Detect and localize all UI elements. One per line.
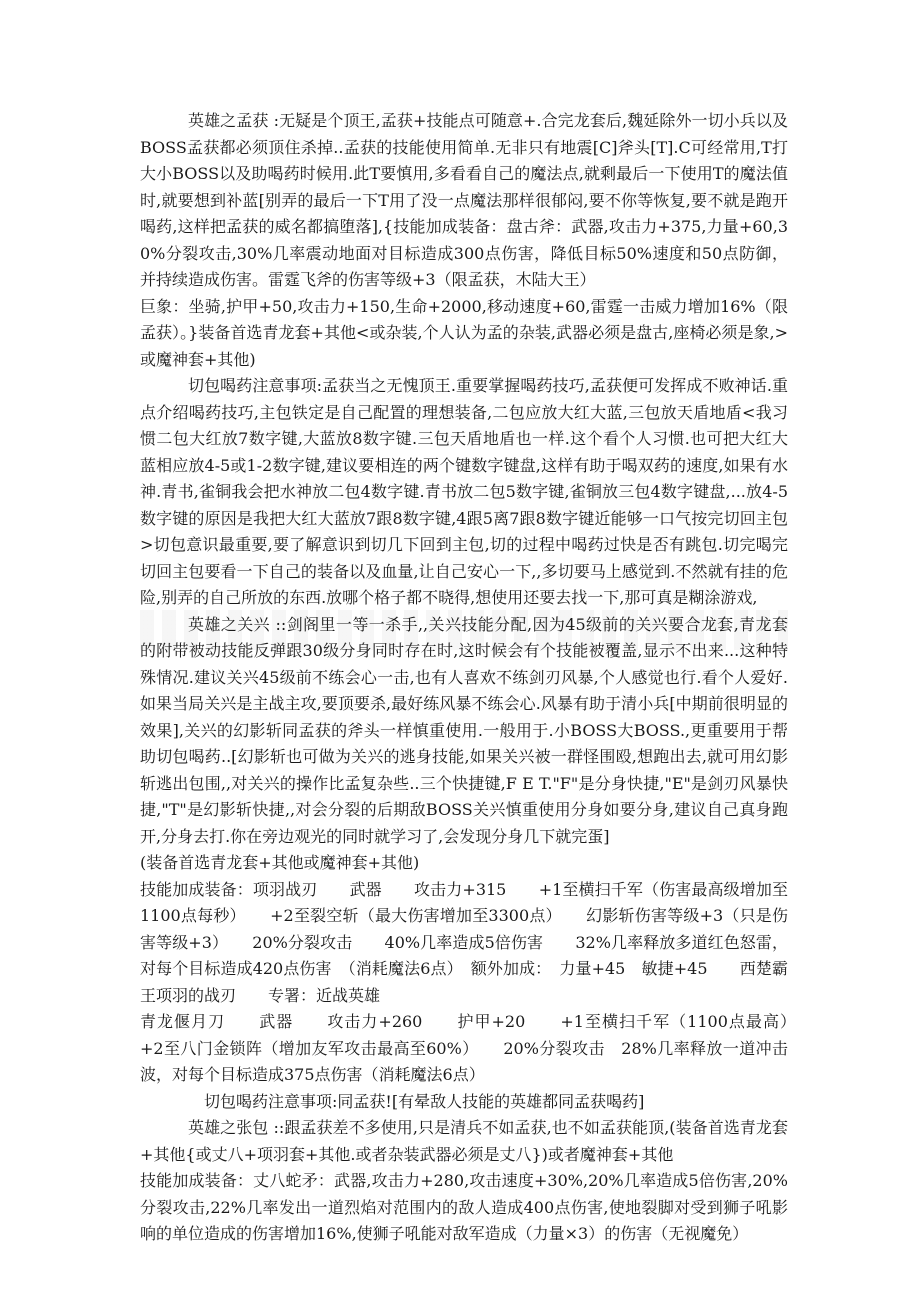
document-body xyxy=(140,108,821,1248)
paragraph-potion-tips: 切包喝药注意事项:孟获当之无愧顶王.重要掌握喝药技巧,孟获便可发挥成不败神话.重点介绍喝药技巧,主包铁定是自己配置的理想装备,二包应放大红大蓝,三包放天盾地盾<我习惯二包大红放7数字键,大蓝放8数字键.三包天盾地盾也一样.这个看个人习惯.也可把大红大蓝相应放4-5或1-2数字键,建议要相连的两个键数字键盘,这样有助于喝双药的速度,如果有水神.青书,雀铜我会把水神放二包4数字键.青书放二包5数字键,雀铜放三包4数字键盘,...放4-5数字键的原因是我把大红大蓝放7跟8数字键,4跟5离7跟8数字键近能够一口气按完切回主包>切包意识最重要,要了解意识到切几下回到主包,切的过程中喝药过快是否有跳包.切完喝完切回主包要看一下自己的装备以及血量,让自己安心一下,,多切要马上感觉到.不然就有挂的危险,别弄的自己所放的东西.放哪个格子都不晓得,想使用还要去找一下,那可真是糊涂游戏, xyxy=(140,376,788,607)
paragraph-menghuo-intro: 英雄之孟获 :无疑是个顶王,孟获+技能点可随意+.合完龙套后,魏延除外一切小兵以及BOSS孟获都必须顶住杀掉..孟获的技能使用简单.无非只有地震[C]斧头[T].C可经常用,T打大小BOSS以及助喝药时候用.此T要慎用,多看看自己的魔法点,就剩最后一下使用T的魔法值时,就要想到补蓝[别弄的最后一下T用了没一点魔法那样很郁闷,要不你等恢复,要不就是跑开喝药,这样把孟获的威名都搞堕落],{技能加成装备：盘古斧：武器,攻击力+375,力量+60,30%分裂攻击,30%几率震动地面对目标造成300点伤害，降低目标50%速度和50点防御，并持续造成伤害。雷霆飞斧的伤害等级+3（限孟获，木陆大王） xyxy=(140,111,788,289)
paragraph-xiangyu-blade: 技能加成装备：项羽战刃 武器 攻击力+315 +1至横扫千军（伤害最高级增加至1100点每秒） +2至裂空斩（最大伤害增加至3300点） 幻影斩伤害等级+3（只是伤害等级+3） 20%分裂攻击 40%几率造成5倍伤害 32%几率释放多道红色怒雷，对每个目标造成420点伤害 （消耗魔法6点） 额外加成： 力量+45 敏捷+45 西楚霸王项羽的战刃 专署：近战英雄 xyxy=(140,879,788,1005)
paragraph-qinglong-blade: 青龙偃月刀 武器 攻击力+260 护甲+20 +1至横扫千军（1100点最高） +2至八门金锁阵（增加友军攻击最高至60%） 20%分裂攻击 28%几率释放一道冲击波，对每个目标造成375点伤害（消耗魔法6点） xyxy=(140,1012,821,1084)
paragraph-guanxing-gear: (装备首选青龙套+其他或魔神套+其他) xyxy=(140,853,420,872)
paragraph-zhangba-spear: 技能加成装备：丈八蛇矛：武器,攻击力+280,攻击速度+30%,20%几率造成5倍伤害,20%分裂攻击,22%几率发出一道烈焰对范围内的敌人造成400点伤害,使地裂脚对受到狮子吼影响的单位造成的伤害增加16%,使狮子吼能对敌军造成（力量×3）的伤害（无视魔免） xyxy=(140,1171,788,1243)
paragraph-guanxing-intro: 英雄之关兴 ::剑阁里一等一杀手,,关兴技能分配,因为45级前的关兴要合龙套,青龙套的附带被动技能反弹跟30级分身同时存在时,这时候会有个技能被覆盖,显示不出来...这种特殊情况.建议关兴45级前不练会心一击,也有人喜欢不练剑刃风暴,个人感觉也行.看个人爱好.如果当局关兴是主战主攻,要顶要杀,最好练风暴不练会心.风暴有助于清小兵[中期前很明显的效果],关兴的幻影斩同孟获的斧头一样慎重使用.一般用于.小BOSS大BOSS.,更重要用于帮助切包喝药..[幻影斩也可做为关兴的逃身技能,如果关兴被一群怪围殴,想跑出去,就可用幻影斩逃出包围,,对关兴的操作比孟复杂些..三个快捷键,F E T."F"是分身快捷,"E"是剑刃风暴快捷,"T"是幻影斩快捷,,对会分裂的后期敌BOSS关兴慎重使用分身如要分身,建议自己真身跑开,分身去打.你在旁边观光的同时就学习了,会发现分身几下就完蛋] xyxy=(140,614,788,846)
paragraph-zhangbao-intro: 英雄之张包 ::跟孟获差不多使用,只是清兵不如孟获,也不如孟获能顶,(装备首选青龙套+其他{或丈八+项羽套+其他.或者杂装武器必须是丈八})或者魔神套+其他 xyxy=(140,1118,788,1164)
paragraph-potion-same: 切包喝药注意事项:同孟获![有晕敌人技能的英雄都同孟获喝药] xyxy=(204,1091,645,1111)
paragraph-menghuo-mount: 巨象：坐骑,护甲+50,攻击力+150,生命+2000,移动速度+60,雷霆一击威力增加16%（限孟获）。}装备首选青龙套+其他<或杂装,个人认为孟的杂装,武器必须是盘古,座椅必须是象,>或魔神套+其他) xyxy=(140,296,788,369)
